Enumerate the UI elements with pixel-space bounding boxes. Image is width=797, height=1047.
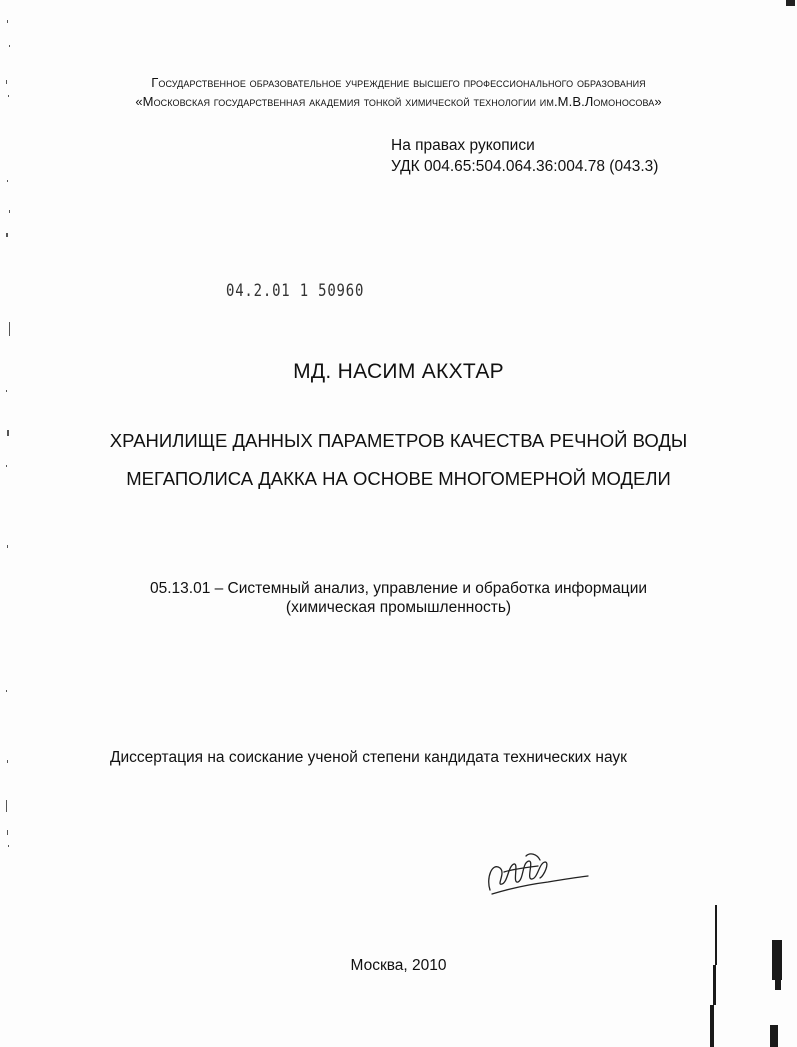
city-year: Москва, 2010 — [350, 957, 447, 974]
scan-corner-mark — [778, 0, 797, 12]
specialty-field: (химическая промышленность) — [285, 599, 512, 616]
udk-code: УДК 004.65:504.064.36:004.78 (043.3) — [391, 158, 659, 175]
scan-margin-specks — [0, 0, 20, 1047]
title-line-2: МЕГАПОЛИСА ДАККА НА ОСНОВЕ МНОГОМЕРНОЙ МОДЕЛИ — [126, 468, 671, 489]
scan-edge-artifact — [680, 895, 797, 1047]
institution-line-1: Государственное образовательное учреждение высшего профессионального образования — [151, 75, 646, 90]
registration-number-stamp: 04.2.01 1 50960 — [226, 281, 365, 301]
manuscript-rights: На правах рукописи — [391, 137, 535, 154]
author-name: МД. НАСИМ АКХТАР — [293, 360, 504, 383]
title-line-1: ХРАНИЛИЩЕ ДАННЫХ ПАРАМЕТРОВ КАЧЕСТВА РЕЧНОЙ ВОДЫ — [109, 430, 688, 451]
specialty-code: 05.13.01 – Системный анализ, управление и обработка информации — [149, 580, 648, 597]
dissertation-note: Диссертация на соискание ученой степени кандидата технических наук — [110, 749, 627, 766]
institution-line-2: «Московская государственная академия тонкой химической технологии им.М.В.Ломоносова» — [135, 94, 662, 109]
handwritten-signature-icon — [482, 848, 592, 903]
manuscript-block — [391, 135, 658, 177]
